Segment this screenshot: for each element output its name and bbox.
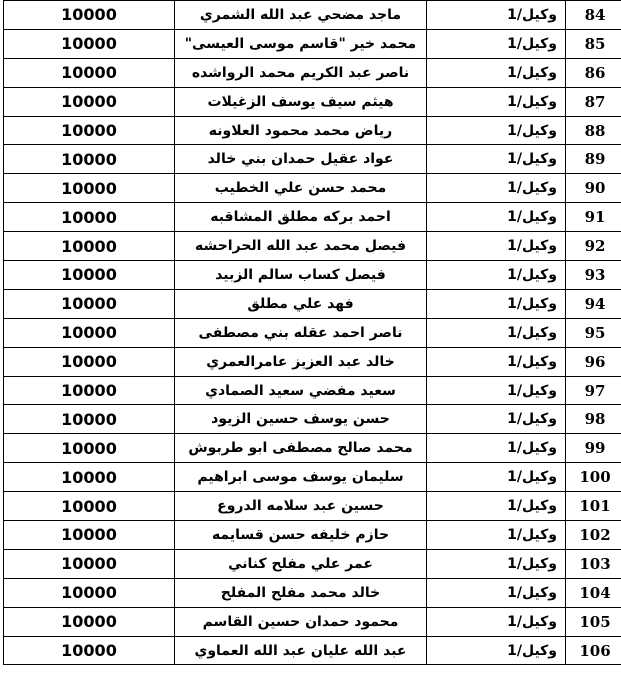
table-row [4, 87, 621, 116]
number-cell: 95 [566, 318, 621, 347]
name-cell: فهد علي مطلق [175, 289, 427, 318]
table-row [4, 578, 621, 607]
amount-cell: 10000 [4, 636, 175, 665]
role-cell: وكيل/1 [427, 318, 566, 347]
name-cell: فيصل محمد عبد الله الحراحشه [175, 232, 427, 261]
number-cell: 96 [566, 347, 621, 376]
amount-cell: 10000 [4, 405, 175, 434]
role-cell: وكيل/1 [427, 636, 566, 665]
amount-cell: 10000 [4, 492, 175, 521]
role-cell: وكيل/1 [427, 405, 566, 434]
name-cell: فيصل كساب سالم الزبيد [175, 261, 427, 290]
table-row [4, 58, 621, 87]
name-cell: ماجد مضحي عبد الله الشمري [175, 1, 427, 30]
role-cell: وكيل/1 [427, 29, 566, 58]
name-cell: محمد خير "قاسم موسى العيسى" [175, 29, 427, 58]
table-row [4, 289, 621, 318]
number-cell: 97 [566, 376, 621, 405]
name-cell: محمد حسن علي الخطيب [175, 174, 427, 203]
role-cell: وكيل/1 [427, 463, 566, 492]
number-cell: 84 [566, 1, 621, 30]
number-cell: 93 [566, 261, 621, 290]
amount-cell: 10000 [4, 607, 175, 636]
number-cell: 106 [566, 636, 621, 665]
table-row [4, 1, 621, 30]
name-cell: ناصر احمد عقله بني مصطفى [175, 318, 427, 347]
amount-cell: 10000 [4, 29, 175, 58]
table-row [4, 549, 621, 578]
amount-cell: 10000 [4, 376, 175, 405]
amount-cell: 10000 [4, 116, 175, 145]
role-cell: وكيل/1 [427, 376, 566, 405]
number-cell: 104 [566, 578, 621, 607]
name-cell: حسن يوسف حسين الزيود [175, 405, 427, 434]
role-cell: وكيل/1 [427, 232, 566, 261]
role-cell: وكيل/1 [427, 145, 566, 174]
table-row [4, 261, 621, 290]
name-cell: خالد عبد العزيز عامرالعمري [175, 347, 427, 376]
table-row [4, 318, 621, 347]
name-cell: ناصر عبد الكريم محمد الرواشده [175, 58, 427, 87]
role-cell: وكيل/1 [427, 492, 566, 521]
table-row [4, 636, 621, 665]
amount-cell: 10000 [4, 1, 175, 30]
name-cell: عواد عقيل حمدان بني خالد [175, 145, 427, 174]
table-row [4, 232, 621, 261]
table-row [4, 174, 621, 203]
amount-cell: 10000 [4, 232, 175, 261]
role-cell: وكيل/1 [427, 578, 566, 607]
table-body [4, 1, 621, 665]
name-cell: هيثم سيف يوسف الزغيلات [175, 87, 427, 116]
role-cell: وكيل/1 [427, 174, 566, 203]
table-row [4, 29, 621, 58]
number-cell: 102 [566, 521, 621, 550]
name-cell: سليمان يوسف موسى ابراهيم [175, 463, 427, 492]
number-cell: 85 [566, 29, 621, 58]
number-cell: 94 [566, 289, 621, 318]
name-cell: حازم خليفه حسن قسايمه [175, 521, 427, 550]
name-cell: عمر علي مفلح كناني [175, 549, 427, 578]
table-row [4, 145, 621, 174]
number-cell: 105 [566, 607, 621, 636]
table-row [4, 492, 621, 521]
amount-cell: 10000 [4, 549, 175, 578]
table-row [4, 521, 621, 550]
amount-cell: 10000 [4, 463, 175, 492]
table-row [4, 463, 621, 492]
role-cell: وكيل/1 [427, 203, 566, 232]
number-cell: 86 [566, 58, 621, 87]
number-cell: 99 [566, 434, 621, 463]
amount-cell: 10000 [4, 318, 175, 347]
number-cell: 92 [566, 232, 621, 261]
table-row [4, 347, 621, 376]
role-cell: وكيل/1 [427, 1, 566, 30]
amount-cell: 10000 [4, 578, 175, 607]
table-row [4, 607, 621, 636]
amount-cell: 10000 [4, 58, 175, 87]
name-cell: حسين عبد سلامه الدروع [175, 492, 427, 521]
role-cell: وكيل/1 [427, 87, 566, 116]
number-cell: 87 [566, 87, 621, 116]
name-cell: سعيد مفضي سعيد الصمادي [175, 376, 427, 405]
personnel-table [3, 0, 621, 665]
number-cell: 88 [566, 116, 621, 145]
table-row [4, 405, 621, 434]
role-cell: وكيل/1 [427, 58, 566, 87]
table-row [4, 203, 621, 232]
name-cell: احمد بركه مطلق المشاقبه [175, 203, 427, 232]
number-cell: 101 [566, 492, 621, 521]
amount-cell: 10000 [4, 347, 175, 376]
role-cell: وكيل/1 [427, 289, 566, 318]
role-cell: وكيل/1 [427, 607, 566, 636]
role-cell: وكيل/1 [427, 261, 566, 290]
role-cell: وكيل/1 [427, 521, 566, 550]
table-row [4, 376, 621, 405]
amount-cell: 10000 [4, 261, 175, 290]
name-cell: عبد الله عليان عبد الله العماوي [175, 636, 427, 665]
table-row [4, 434, 621, 463]
number-cell: 90 [566, 174, 621, 203]
number-cell: 98 [566, 405, 621, 434]
amount-cell: 10000 [4, 145, 175, 174]
table-row [4, 116, 621, 145]
number-cell: 103 [566, 549, 621, 578]
amount-cell: 10000 [4, 174, 175, 203]
name-cell: رياض محمد محمود العلاونه [175, 116, 427, 145]
amount-cell: 10000 [4, 87, 175, 116]
name-cell: محمود حمدان حسين القاسم [175, 607, 427, 636]
role-cell: وكيل/1 [427, 116, 566, 145]
amount-cell: 10000 [4, 203, 175, 232]
name-cell: محمد صالح مصطفى ابو طربوش [175, 434, 427, 463]
amount-cell: 10000 [4, 289, 175, 318]
number-cell: 100 [566, 463, 621, 492]
number-cell: 91 [566, 203, 621, 232]
role-cell: وكيل/1 [427, 549, 566, 578]
name-cell: خالد محمد مفلح المفلح [175, 578, 427, 607]
role-cell: وكيل/1 [427, 434, 566, 463]
number-cell: 89 [566, 145, 621, 174]
role-cell: وكيل/1 [427, 347, 566, 376]
amount-cell: 10000 [4, 521, 175, 550]
amount-cell: 10000 [4, 434, 175, 463]
